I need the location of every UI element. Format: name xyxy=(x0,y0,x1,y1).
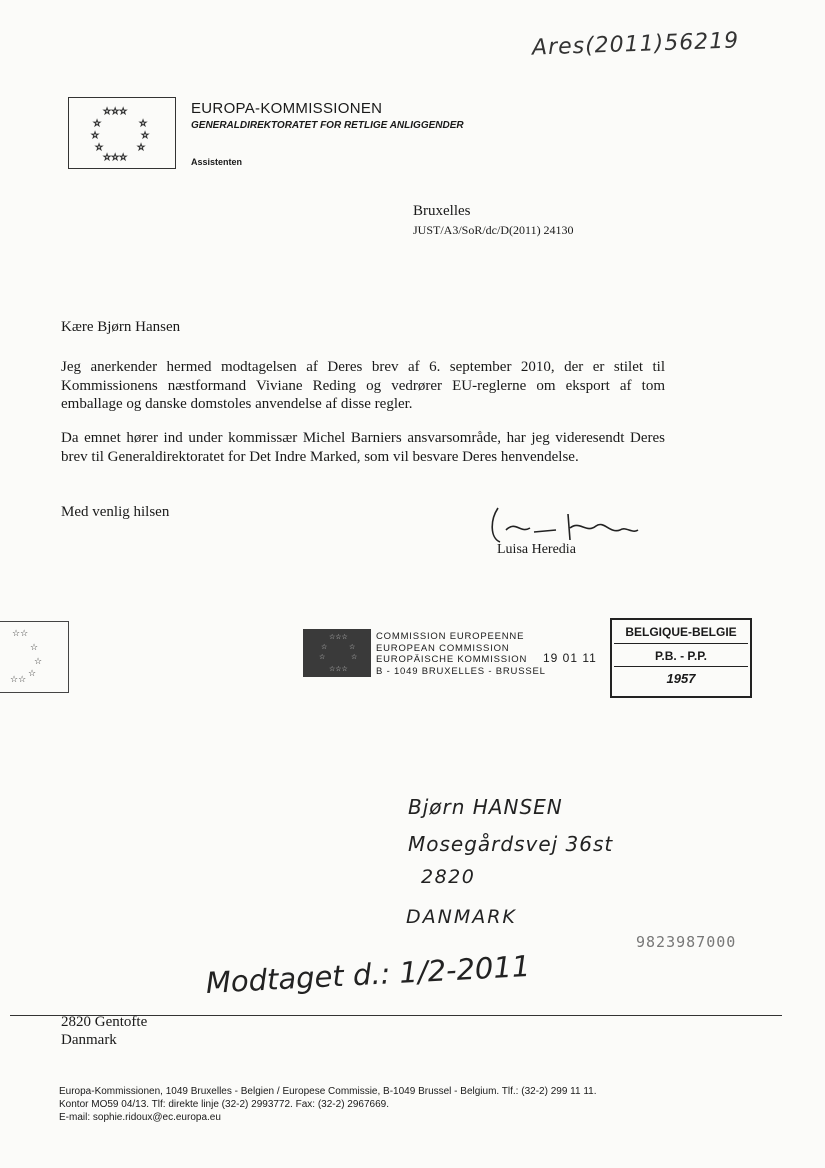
postage-label: P.B. - P.P. xyxy=(614,646,748,667)
postage-number: 1957 xyxy=(666,671,696,686)
svg-text:☆: ☆ xyxy=(30,643,39,653)
recipient-name: Bjørn HANSEN xyxy=(408,795,563,819)
signer-name: Luisa Heredia xyxy=(497,542,576,557)
closing: Med venlig hilsen xyxy=(61,504,170,520)
svg-text:☆☆: ☆☆ xyxy=(10,675,27,685)
svg-text:☆☆☆: ☆☆☆ xyxy=(329,633,348,641)
received-note: Modtaget d.: 1/2-2011 xyxy=(205,949,532,1000)
postage-country: BELGIQUE-BELGIE xyxy=(614,622,748,644)
svg-text:☆☆☆: ☆☆☆ xyxy=(329,665,348,673)
svg-text:☆: ☆ xyxy=(351,653,358,661)
footer-line-2: Kontor MO59 04/13. Tlf: direkte linje (32-2) 2993772. Fax: (32-2) 2967669. xyxy=(59,1098,390,1110)
eu-flag-fragment xyxy=(0,621,69,693)
registration-stamp: Ares(2011)56219 xyxy=(531,28,740,61)
organization-name: EUROPA-KOMMISSIONEN xyxy=(191,100,383,117)
franking-eu-logo xyxy=(303,629,371,677)
svg-text:☆: ☆ xyxy=(91,131,100,141)
franking-line-4: B - 1049 BRUXELLES - BRUSSEL xyxy=(376,665,546,677)
franking-line-2: EUROPEAN COMMISSION xyxy=(376,642,510,654)
recipient-postcode: 2820 xyxy=(421,866,476,888)
barcode-number: 9823987000 xyxy=(636,933,737,951)
department: Assistenten xyxy=(191,157,243,167)
recipient-street: Mosegårdsvej 36st xyxy=(408,832,614,856)
postal-city: 2820 Gentofte xyxy=(61,1014,148,1030)
franking-line-3: EUROPÄISCHE KOMMISSION xyxy=(376,654,528,665)
svg-text:☆: ☆ xyxy=(141,131,150,141)
svg-text:☆: ☆ xyxy=(139,119,148,129)
paragraph-2: Da emnet hører ind under kommissær Michel Barniers ansvarsområde, har jeg videresendt Deres brev til Generaldirektoratet for Det Indre Marked, som vil besvare Deres henvendelse. xyxy=(61,430,665,465)
footer-line-1: Europa-Kommissionen, 1049 Bruxelles - Belgien / Europese Commissie, B-1049 Brussel - Belgium. Tlf.: (32-2) 299 11 11. xyxy=(59,1086,597,1097)
eu-flag-logo xyxy=(68,97,176,169)
svg-text:☆☆☆: ☆☆☆ xyxy=(103,153,128,163)
franking-text xyxy=(376,631,546,677)
footer-email: E-mail: sophie.ridoux@ec.europa.eu xyxy=(59,1111,221,1123)
svg-text:☆: ☆ xyxy=(137,143,146,153)
eu-stars-icon xyxy=(69,98,175,168)
svg-text:☆☆: ☆☆ xyxy=(12,629,29,639)
svg-text:☆: ☆ xyxy=(319,653,326,661)
svg-text:☆: ☆ xyxy=(28,669,37,679)
franking-line-1: COMMISSION EUROPEENNE xyxy=(376,631,525,642)
letter-city: Bruxelles xyxy=(413,203,471,219)
svg-text:☆☆☆: ☆☆☆ xyxy=(103,107,128,117)
svg-text:☆: ☆ xyxy=(34,657,43,667)
svg-text:☆: ☆ xyxy=(349,643,356,651)
svg-text:☆: ☆ xyxy=(95,143,104,153)
postage-paid-stamp xyxy=(610,618,752,698)
paragraph-1: Jeg anerkender hermed modtagelsen af Deres brev af 6. september 2010, der er stilet til Kommissionens næstformand Viviane Reding og vedrører EU-reglerne om eksport af tom emballage og danske domstoles anvendelse af disse regler. xyxy=(61,359,665,412)
postal-country: Danmark xyxy=(61,1032,117,1048)
salutation: Kære Bjørn Hansen xyxy=(61,319,181,335)
directorate-general: GENERALDIREKTORATET FOR RETLIGE ANLIGGENDER xyxy=(191,120,464,131)
svg-text:☆: ☆ xyxy=(321,643,328,651)
recipient-country: DANMARK xyxy=(406,906,517,928)
footer xyxy=(59,1086,596,1124)
franking-date: 19 01 11 xyxy=(543,651,597,665)
svg-text:☆: ☆ xyxy=(93,119,102,129)
letter-reference: JUST/A3/SoR/dc/D(2011) 24130 xyxy=(413,223,574,237)
